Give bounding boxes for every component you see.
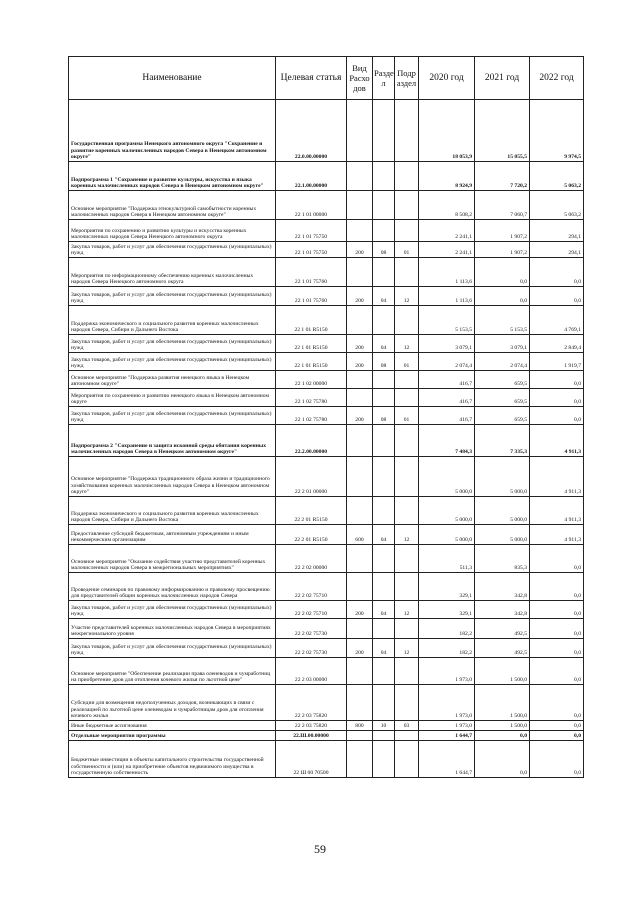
- cell-name: Закупка товаров, работ и услуг для обеспечения государственных (муниципальных) нужд: [69, 601, 276, 619]
- table-row: [69, 191, 584, 220]
- cell-2022: 0,0: [530, 287, 584, 306]
- cell-2020: 8 924,9: [419, 162, 475, 191]
- header-name: Наименование: [69, 57, 276, 100]
- cell-code: 22 2 03 75820: [276, 685, 347, 721]
- cell-2020: 329,1: [419, 601, 475, 619]
- table-row: [69, 287, 584, 306]
- cell-2020: 1 973,0: [419, 658, 475, 685]
- cell-code: 22.2.00.00000: [276, 425, 347, 457]
- cell-vid: 200: [347, 407, 373, 425]
- cell-vid: [347, 100, 373, 162]
- cell-2022: 294,1: [530, 220, 584, 242]
- cell-podrazdel: 01: [395, 407, 419, 425]
- cell-2022: 0,0: [530, 658, 584, 685]
- cell-2022: 5 063,2: [530, 191, 584, 220]
- cell-2022: 0,0: [530, 601, 584, 619]
- cell-2021: 7 720,2: [475, 162, 530, 191]
- cell-podrazdel: 12: [395, 335, 419, 353]
- table-row: [69, 545, 584, 573]
- table-row: [69, 306, 584, 335]
- cell-vid: [347, 573, 373, 601]
- cell-2021: 1 907,2: [475, 242, 530, 258]
- cell-razdel: [373, 731, 395, 741]
- cell-name: Мероприятия по сохранению и развитию культуры и искусства коренных малочисленных народов Севера Ненецкого автономного округа: [69, 220, 276, 242]
- cell-name: Поддержка экономического и социального развития коренных малочисленных народов Севера, Сибири и Дальнего Востока: [69, 306, 276, 335]
- cell-vid: [347, 389, 373, 407]
- cell-2020: 416,7: [419, 407, 475, 425]
- cell-2021: 5 000,0: [475, 525, 530, 545]
- cell-podrazdel: [395, 658, 419, 685]
- cell-podrazdel: 12: [395, 287, 419, 306]
- cell-vid: [347, 545, 373, 573]
- cell-code: 22 2 02 75710: [276, 601, 347, 619]
- cell-2021: 0,0: [475, 741, 530, 778]
- cell-2020: 2 241,1: [419, 242, 475, 258]
- cell-name: Основное мероприятие "Оказание содействия участию представителей коренных малочисленных народов Севера в межрегиональных мероприятиях": [69, 545, 276, 573]
- cell-razdel: [373, 191, 395, 220]
- table-row: [69, 407, 584, 425]
- cell-code: 22 1 01 R5150: [276, 306, 347, 335]
- cell-vid: 200: [347, 601, 373, 619]
- cell-vid: [347, 162, 373, 191]
- table-row: [69, 389, 584, 407]
- cell-2022: 4 911,3: [530, 425, 584, 457]
- cell-vid: [347, 425, 373, 457]
- cell-code: 22 2 01 00000: [276, 457, 347, 497]
- cell-2020: 416,7: [419, 371, 475, 389]
- cell-code: 22.Ш.00.00000: [276, 731, 347, 741]
- cell-name: Основное мероприятие "Поддержка традиционного образа жизни и традиционного хозяйствования коренных малочисленных народов Севера в Ненецком автономном округе": [69, 457, 276, 497]
- cell-2020: 416,7: [419, 389, 475, 407]
- cell-razdel: 08: [373, 242, 395, 258]
- table-row: [69, 353, 584, 371]
- cell-2020: 1 973,0: [419, 685, 475, 721]
- table-row: [69, 162, 584, 191]
- cell-2021: 0,0: [475, 287, 530, 306]
- cell-2022: 4 911,3: [530, 525, 584, 545]
- cell-2022: 294,1: [530, 242, 584, 258]
- cell-2021: 659,5: [475, 371, 530, 389]
- cell-name: Закупка товаров, работ и услуг для обеспечения государственных (муниципальных) нужд: [69, 639, 276, 658]
- cell-podrazdel: 12: [395, 639, 419, 658]
- header-row: [69, 57, 584, 100]
- cell-code: 22 2 02 75730: [276, 619, 347, 639]
- cell-razdel: 04: [373, 639, 395, 658]
- cell-podrazdel: [395, 545, 419, 573]
- cell-code: 22 1 01 75750: [276, 242, 347, 258]
- cell-code: 22 1 01 75760: [276, 287, 347, 306]
- cell-code: 22 2 02 75730: [276, 639, 347, 658]
- cell-code: 22 1 01 00000: [276, 191, 347, 220]
- cell-vid: 200: [347, 242, 373, 258]
- header-2022: 2022 год: [530, 57, 584, 100]
- cell-podrazdel: [395, 497, 419, 525]
- cell-vid: 600: [347, 525, 373, 545]
- cell-code: 22 1 02 00000: [276, 371, 347, 389]
- cell-name: Государственная программа Ненецкого автономного округа "Сохранение и развитие коренных малочисленных народов Севера в Ненецком автономном округе": [69, 100, 276, 162]
- cell-2021: 1 500,0: [475, 721, 530, 731]
- cell-razdel: 10: [373, 721, 395, 731]
- cell-vid: [347, 306, 373, 335]
- header-vid: Вид Расхо дов: [347, 57, 373, 100]
- header-2020: 2020 год: [419, 57, 475, 100]
- cell-name: Субсидии для возмещения недополученных доходов, возникающих в связи с реализацией по льготной цене оленеводам и чумработницам дров для отопления кочевого жилья: [69, 685, 276, 721]
- cell-name: Участие представителей коренных малочисленных народов Севера в мероприятиях межрегионального уровня: [69, 619, 276, 639]
- cell-code: 22 2 01 R5150: [276, 497, 347, 525]
- cell-razdel: 04: [373, 525, 395, 545]
- cell-2021: 0,0: [475, 258, 530, 287]
- cell-vid: [347, 191, 373, 220]
- header-razdel: Разде л: [373, 57, 395, 100]
- cell-code: 22 Ш 00 70500: [276, 741, 347, 778]
- cell-2020: 1 644,7: [419, 741, 475, 778]
- cell-razdel: 08: [373, 407, 395, 425]
- cell-2022: 0,0: [530, 573, 584, 601]
- cell-vid: [347, 220, 373, 242]
- cell-2020: 2 241,1: [419, 220, 475, 242]
- header-2021: 2021 год: [475, 57, 530, 100]
- cell-name: Основное мероприятие "Обеспечение реализации права оленеводов и чумработниц на приобретение дров для отопления кочевого жилья по льготной цене": [69, 658, 276, 685]
- cell-razdel: 04: [373, 287, 395, 306]
- cell-2022: 4 911,3: [530, 497, 584, 525]
- cell-podrazdel: [395, 389, 419, 407]
- table-row: [69, 601, 584, 619]
- cell-vid: [347, 258, 373, 287]
- cell-2021: 492,5: [475, 619, 530, 639]
- cell-vid: 200: [347, 639, 373, 658]
- cell-name: Поддержка экономического и социального развития коренных малочисленных народов Севера, Сибири и Дальнего Востока: [69, 497, 276, 525]
- cell-2022: 0,0: [530, 545, 584, 573]
- table-row: [69, 425, 584, 457]
- table-row: [69, 573, 584, 601]
- page-number: 59: [314, 842, 326, 856]
- cell-2021: 3 079,1: [475, 335, 530, 353]
- table-row: [69, 497, 584, 525]
- table-row: [69, 220, 584, 242]
- cell-name: Мероприятия по информационному обеспечению коренных малочисленных народов Севера Ненецкого автономного округа: [69, 258, 276, 287]
- cell-podrazdel: [395, 457, 419, 497]
- cell-razdel: [373, 371, 395, 389]
- cell-name: Бюджетные инвестиции в объекты капитального строительства государственной собственности и (или) на приобретение объектов недвижимого имущества в государственную собственность: [69, 741, 276, 778]
- cell-razdel: [373, 389, 395, 407]
- cell-2021: 342,8: [475, 573, 530, 601]
- cell-code: 22 1 01 75760: [276, 258, 347, 287]
- cell-podrazdel: 12: [395, 525, 419, 545]
- cell-2022: 0,0: [530, 258, 584, 287]
- cell-name: Закупка товаров, работ и услуг для обеспечения государственных (муниципальных) нужд: [69, 242, 276, 258]
- cell-code: 22 2 03 00000: [276, 658, 347, 685]
- cell-2020: 7 484,3: [419, 425, 475, 457]
- cell-podrazdel: [395, 191, 419, 220]
- cell-vid: 200: [347, 287, 373, 306]
- cell-razdel: [373, 100, 395, 162]
- cell-2022: 0,0: [530, 407, 584, 425]
- cell-razdel: [373, 220, 395, 242]
- cell-2022: 4 769,1: [530, 306, 584, 335]
- cell-2021: 659,5: [475, 389, 530, 407]
- header-podrazdel: Подр аздел: [395, 57, 419, 100]
- cell-vid: [347, 741, 373, 778]
- cell-vid: 800: [347, 721, 373, 731]
- cell-razdel: 04: [373, 335, 395, 353]
- cell-2020: 18 053,9: [419, 100, 475, 162]
- cell-code: 22 1 01 75750: [276, 220, 347, 242]
- budget-table: [68, 56, 584, 778]
- cell-2021: 1 500,0: [475, 658, 530, 685]
- cell-podrazdel: [395, 619, 419, 639]
- cell-2021: 7 060,7: [475, 191, 530, 220]
- cell-2022: 0,0: [530, 731, 584, 741]
- cell-podrazdel: [395, 371, 419, 389]
- cell-razdel: [373, 497, 395, 525]
- cell-vid: [347, 457, 373, 497]
- cell-podrazdel: [395, 100, 419, 162]
- table-row: [69, 335, 584, 353]
- cell-name: Иные бюджетные ассигнования: [69, 721, 276, 731]
- cell-vid: [347, 497, 373, 525]
- cell-razdel: 08: [373, 353, 395, 371]
- cell-code: 22 2 02 75710: [276, 573, 347, 601]
- table-row: [69, 658, 584, 685]
- cell-razdel: [373, 741, 395, 778]
- cell-2021: 2 074,4: [475, 353, 530, 371]
- cell-vid: 200: [347, 335, 373, 353]
- cell-2020: 5 000,0: [419, 457, 475, 497]
- cell-2021: 7 335,3: [475, 425, 530, 457]
- cell-podrazdel: 12: [395, 601, 419, 619]
- table-row: [69, 685, 584, 721]
- cell-2022: 1 919,7: [530, 353, 584, 371]
- cell-code: 22 1 02 75780: [276, 407, 347, 425]
- cell-2021: 835,3: [475, 545, 530, 573]
- cell-podrazdel: 01: [395, 242, 419, 258]
- cell-razdel: [373, 545, 395, 573]
- cell-podrazdel: [395, 162, 419, 191]
- cell-podrazdel: 03: [395, 721, 419, 731]
- cell-code: 22 1 01 R5150: [276, 353, 347, 371]
- cell-2020: 329,1: [419, 573, 475, 601]
- cell-razdel: [373, 306, 395, 335]
- cell-vid: [347, 371, 373, 389]
- cell-vid: 200: [347, 353, 373, 371]
- header-code: Целевая статья: [276, 57, 347, 100]
- cell-code: 22 1 01 R5150: [276, 335, 347, 353]
- cell-podrazdel: [395, 731, 419, 741]
- cell-razdel: [373, 685, 395, 721]
- cell-2020: 182,2: [419, 639, 475, 658]
- cell-podrazdel: [395, 306, 419, 335]
- cell-2020: 1 113,6: [419, 258, 475, 287]
- cell-podrazdel: [395, 425, 419, 457]
- cell-2022: 0,0: [530, 741, 584, 778]
- cell-2022: 0,0: [530, 619, 584, 639]
- cell-2022: 0,0: [530, 685, 584, 721]
- cell-2021: 1 500,0: [475, 685, 530, 721]
- cell-2020: 3 079,1: [419, 335, 475, 353]
- table-row: [69, 371, 584, 389]
- cell-2021: 15 055,5: [475, 100, 530, 162]
- cell-vid: [347, 731, 373, 741]
- table-row: [69, 639, 584, 658]
- cell-razdel: 04: [373, 601, 395, 619]
- cell-podrazdel: [395, 220, 419, 242]
- cell-2021: 0,0: [475, 731, 530, 741]
- cell-name: Закупка товаров, работ и услуг для обеспечения государственных (муниципальных) нужд: [69, 287, 276, 306]
- cell-2021: 659,5: [475, 407, 530, 425]
- cell-2020: 1 973,0: [419, 721, 475, 731]
- cell-2021: 1 907,2: [475, 220, 530, 242]
- cell-name: Закупка товаров, работ и услуг для обеспечения государственных (муниципальных) нужд: [69, 335, 276, 353]
- cell-code: 22 2 01 R5150: [276, 525, 347, 545]
- cell-name: Основное мероприятие "Поддержка развития ненецкого языка в Ненецком автономном округе": [69, 371, 276, 389]
- table-row: [69, 619, 584, 639]
- cell-2020: 5 000,0: [419, 497, 475, 525]
- cell-2021: 492,5: [475, 639, 530, 658]
- cell-razdel: [373, 619, 395, 639]
- cell-2020: 5 153,5: [419, 306, 475, 335]
- table-body: [69, 100, 584, 778]
- cell-name: Предоставление субсидий бюджетным, автономным учреждениям и иным некоммерческим организациям: [69, 525, 276, 545]
- cell-vid: [347, 685, 373, 721]
- cell-2021: 5 000,0: [475, 497, 530, 525]
- cell-podrazdel: [395, 685, 419, 721]
- cell-2020: 511,3: [419, 545, 475, 573]
- cell-code: 22 2 02 00000: [276, 545, 347, 573]
- table-row: [69, 242, 584, 258]
- cell-code: 22.0.00.00000: [276, 100, 347, 162]
- cell-name: Проведение семинаров по правовому информированию и правовому просвещению для представителей общин коренных малочисленных народов Севера: [69, 573, 276, 601]
- cell-vid: [347, 619, 373, 639]
- cell-code: 22.1.00.00000: [276, 162, 347, 191]
- cell-2020: 5 000,0: [419, 525, 475, 545]
- cell-razdel: [373, 258, 395, 287]
- table-row: [69, 525, 584, 545]
- cell-2022: 9 974,5: [530, 100, 584, 162]
- cell-vid: [347, 658, 373, 685]
- cell-2022: 5 063,2: [530, 162, 584, 191]
- table-row: [69, 100, 584, 162]
- cell-2021: 342,8: [475, 601, 530, 619]
- cell-podrazdel: [395, 741, 419, 778]
- cell-code: 22 1 02 75780: [276, 389, 347, 407]
- cell-razdel: [373, 573, 395, 601]
- table-row: [69, 721, 584, 731]
- cell-2020: 182,2: [419, 619, 475, 639]
- cell-2022: 2 849,4: [530, 335, 584, 353]
- cell-2021: 5 153,5: [475, 306, 530, 335]
- cell-razdel: [373, 162, 395, 191]
- cell-name: Закупка товаров, работ и услуг для обеспечения государственных (муниципальных) нужд: [69, 407, 276, 425]
- table-row: [69, 731, 584, 741]
- cell-name: Мероприятия по сохранению и развитию ненецкого языка в Ненецком автономном округе: [69, 389, 276, 407]
- table-row: [69, 457, 584, 497]
- cell-podrazdel: [395, 573, 419, 601]
- table-row: [69, 258, 584, 287]
- cell-name: Отдельные мероприятия программы: [69, 731, 276, 741]
- cell-2021: 5 000,0: [475, 457, 530, 497]
- cell-2022: 0,0: [530, 721, 584, 731]
- table-row: [69, 741, 584, 778]
- cell-name: Основное мероприятие "Поддержка этнокультурной самобытности коренных малочисленных народов Севера в Ненецком автономном округе": [69, 191, 276, 220]
- cell-name: Подпрограмма 2 "Сохранение и защита исконной среды обитания коренных малочисленных народов Севера в Ненецком автономном округе": [69, 425, 276, 457]
- cell-razdel: [373, 457, 395, 497]
- cell-name: Закупка товаров, работ и услуг для обеспечения государственных (муниципальных) нужд: [69, 353, 276, 371]
- cell-2020: 1 113,6: [419, 287, 475, 306]
- cell-2022: 4 911,3: [530, 457, 584, 497]
- cell-2022: 0,0: [530, 639, 584, 658]
- cell-code: 22 2 03 75820: [276, 721, 347, 731]
- cell-podrazdel: 01: [395, 353, 419, 371]
- cell-podrazdel: [395, 258, 419, 287]
- cell-razdel: [373, 658, 395, 685]
- cell-2020: 8 508,2: [419, 191, 475, 220]
- cell-name: Подпрограмма 1 "Сохранение и развитие культуры, искусства и языка коренных малочисленных народов Севера в Ненецком автономном округе": [69, 162, 276, 191]
- cell-razdel: [373, 425, 395, 457]
- cell-2020: 2 074,4: [419, 353, 475, 371]
- cell-2022: 0,0: [530, 389, 584, 407]
- cell-2020: 1 644,7: [419, 731, 475, 741]
- cell-2022: 0,0: [530, 371, 584, 389]
